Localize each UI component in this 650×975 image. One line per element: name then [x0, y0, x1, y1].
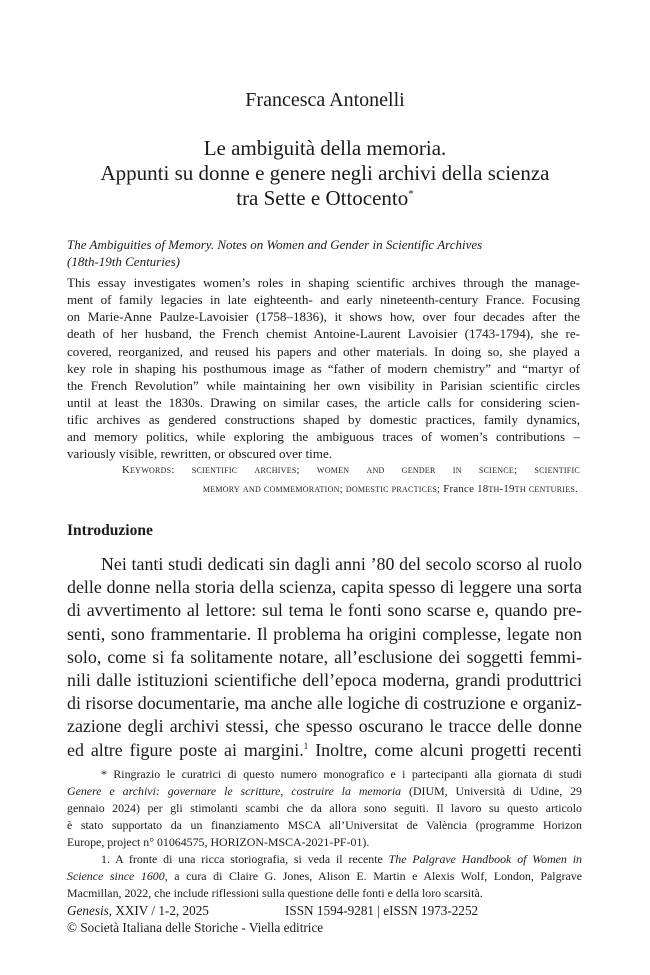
title-line-2: Appunti su donne e genere negli archivi della scienza — [100, 161, 550, 185]
footnote-star-line-rest: (DIUM, Università di Udine, 29 — [401, 784, 582, 798]
english-title-line-2: (18th-19th Centuries) — [67, 254, 181, 269]
english-title-line-1: The Ambiguities of Memory. Notes on Women and Gender in Scientific Archives — [67, 237, 483, 252]
abstract-line: covered, reorganized, and reused his papers and other materials. In doing so, she played a — [67, 343, 580, 359]
article-title — [60, 136, 590, 211]
title-line-3-text: tra Sette e Ottocento — [236, 186, 409, 210]
body-line-last-before: ed altre figure poste ai margini. — [67, 739, 304, 760]
body-line: Nei tanti studi dedicati sin dagli anni ’80 del secolo scorso al ruolo — [101, 554, 582, 574]
body-line: nili dalle istituzioni scientifiche dell’epoca moderna, grandi produttrici — [67, 669, 582, 690]
abstract-line: and memory politics, while exploring the ambiguous traces of women’s contributions – — [67, 429, 580, 445]
footnote-star-line — [67, 783, 582, 800]
footnote-1-line — [67, 868, 582, 885]
abstract-line: ment of family legacies in late eighteenth- and early nineteenth-century France. Focusing — [67, 292, 580, 308]
footnote-1-line: Macmillan, 2022, che include riflessioni sulla questione delle fonti e della loro scarsità. — [67, 886, 483, 900]
footnotes — [67, 766, 582, 902]
keywords — [67, 461, 580, 499]
footnote-1-italic: The Palgrave Handbook of Women in — [388, 852, 582, 866]
body-line-last — [67, 739, 582, 762]
footnote-star-line: gennaio 2024) per gli stimolanti scambi che da allora sono seguiti. Il lavoro su questo articolo — [67, 801, 582, 815]
keywords-line-1: Keywords: scientific archives; women and gender in science; scientific — [122, 464, 580, 476]
body-line: senti, sono frammentarie. Il problema ha origini complesse, legate non — [67, 623, 582, 644]
author-name: Francesca Antonelli — [245, 89, 405, 111]
journal-citation — [67, 902, 209, 919]
body-line: solo, come si fa solitamente notare, all’esclusione dei soggetti femmi- — [67, 646, 582, 667]
footnote-star-line: Europe, project n° 01064575, HORIZON-MSCA-2021-PF-01). — [67, 835, 370, 849]
abstract — [67, 274, 580, 463]
abstract-line: tific archives as gendered constructions shaped by domestic practices, family dynamics, — [67, 412, 580, 428]
english-title — [67, 236, 587, 270]
abstract-line: the French Revolution” while maintaining her own visibility in Parisian scientific circles — [67, 377, 580, 393]
abstract-line: on Marie-Anne Paulze-Lavoisier (1758–1836), it shows how, over four decades after the — [67, 309, 580, 325]
footnote-ref-1[interactable]: 1 — [303, 740, 309, 751]
publisher: © Società Italiana delle Storiche - Viella editrice — [67, 920, 324, 935]
keywords-line-2-c: 18th-19th centuries. — [477, 483, 578, 495]
abstract-line: death of her husband, the French chemist Antoine-Laurent Lavoisier (1743-1794), she re- — [67, 326, 580, 342]
body-line: di avvertimento al lettore: sul tema le fonti sono scarse e, quando pre- — [67, 600, 582, 621]
body-line-last-after: Inoltre, come alcuni progetti recenti — [308, 739, 583, 760]
footnote-star-event-title: Genere e archivi: governare le scritture, costruire la memoria — [67, 784, 402, 798]
title-line-1: Le ambiguità della memoria. — [203, 136, 447, 160]
abstract-line: This essay investigates women’s roles in shaping scientific archives through the manage- — [67, 275, 580, 290]
abstract-line: variously visible, rewritten, or obscured over time. — [67, 446, 333, 462]
keywords-line-2 — [67, 480, 580, 499]
keywords-line-2-b: France — [443, 483, 478, 495]
keywords-line-2-a: memory and commemoration; domestic practices; — [202, 483, 444, 495]
footnote-star-line: è stato supportato da un finanziamento MSCA all’Universitat de València (programme Horizon — [67, 818, 582, 832]
issn: ISSN 1594-9281 | eISSN 1973-2252 — [285, 903, 479, 918]
body-line: zazione degli archivi stessi, che spesso oscurano le tracce delle donne — [67, 716, 582, 737]
body-line: di risorse documentarie, ma anche alle logiche di costruzione e organiz- — [67, 693, 582, 714]
abstract-line: until at least the 1830s. Drawing on similar cases, the article calls for considering scien- — [67, 394, 580, 410]
footnote-1-plain: 1. A fronte di una ricca storiografia, si veda il recente — [101, 852, 389, 866]
abstract-line: key role in shaping his posthumous image as “father of modern chemistry” and “martyr of — [67, 360, 580, 376]
footnote-star-line: * Ringrazio le curatrici di questo numero monografico e i partecipanti alla giornata di studi — [101, 767, 582, 781]
title-line-3 — [60, 186, 590, 211]
footnote-1-line — [67, 851, 582, 868]
body-line: delle donne nella storia della scienza, capita spesso di leggere una sorta — [67, 577, 582, 598]
footnote-1-italic-2: Science since 1600 — [67, 869, 165, 883]
journal-volume: , XXIV / 1-2, 2025 — [108, 903, 209, 918]
title-footnote-marker[interactable]: * — [408, 188, 414, 200]
journal-name: Genesis — [67, 903, 109, 918]
footnote-1-rest: , a cura di Claire G. Jones, Alison E. Martin e Alexis Wolf, London, Palgrave — [164, 869, 582, 883]
body-text — [67, 553, 582, 762]
section-heading: Introduzione — [67, 522, 153, 539]
